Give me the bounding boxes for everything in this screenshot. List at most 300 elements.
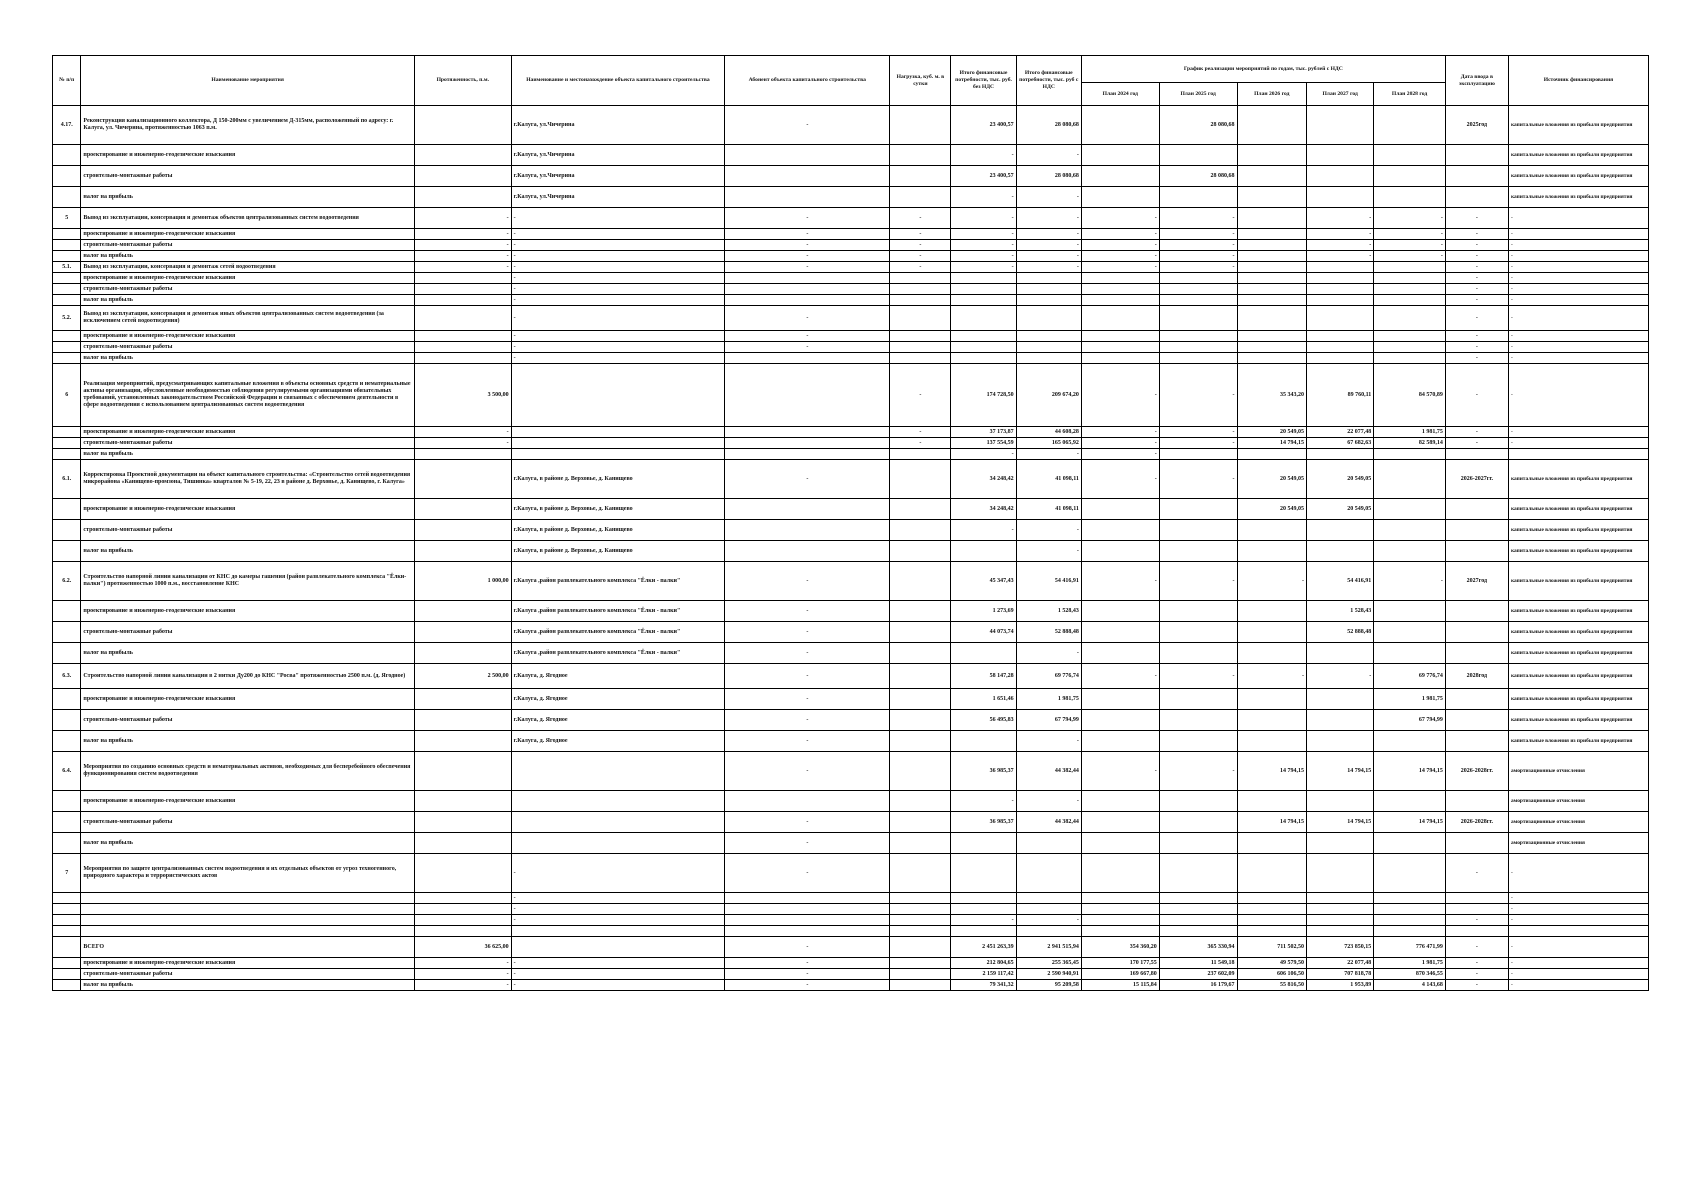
table-row	[53, 229, 1649, 240]
cell-plan-2028: 870 346,55	[1374, 969, 1446, 980]
cell-load	[890, 273, 951, 284]
cell-total-vat: 28 080,68	[1016, 166, 1081, 187]
header-source: Источник финансирования	[1508, 56, 1648, 106]
cell-volume: -	[725, 731, 890, 752]
cell-num	[53, 812, 81, 833]
header-schedule: График реализации мероприятий по годам, тыс. рублей с НДС	[1081, 56, 1445, 83]
cell-plan-2028: 84 570,89	[1374, 364, 1446, 427]
cell-total-no-vat: -	[951, 251, 1016, 262]
cell-plan-2026	[1237, 622, 1306, 643]
cell-plan-2028	[1374, 273, 1446, 284]
cell-plan-2026: 49 579,50	[1237, 958, 1306, 969]
cell-plan-2025: -	[1159, 364, 1237, 427]
cell-plan-2028: -	[1374, 240, 1446, 251]
cell-commission: -	[1445, 240, 1508, 251]
cell-volume: -	[725, 958, 890, 969]
cell-object	[511, 364, 725, 427]
cell-total-no-vat: 36 985,37	[951, 752, 1016, 791]
cell-num	[53, 893, 81, 904]
cell-plan-2026	[1237, 731, 1306, 752]
cell-object: г.Калуга ,район развлекательного комплекса "Ёлки - палки"	[511, 622, 725, 643]
cell-commission: 2028год	[1445, 664, 1508, 689]
cell-volume: -	[725, 812, 890, 833]
cell-plan-2025: -	[1159, 664, 1237, 689]
cell-length	[414, 731, 511, 752]
cell-total-no-vat: -	[951, 915, 1016, 926]
cell-length	[414, 926, 511, 937]
cell-name: Строительство напорной линии канализации от КНС до камеры гашения (район развлекательного комплекса "Ёлки-палки") протяженностью 1000 п.м., восстановление КНС	[81, 562, 415, 601]
cell-volume	[725, 364, 890, 427]
cell-plan-2025	[1159, 643, 1237, 664]
cell-total-vat: -	[1016, 520, 1081, 541]
cell-plan-2024	[1081, 791, 1159, 812]
cell-plan-2027: -	[1306, 251, 1373, 262]
cell-plan-2026	[1237, 284, 1306, 295]
table-row	[53, 752, 1649, 791]
cell-plan-2025	[1159, 284, 1237, 295]
cell-plan-2027: -	[1306, 229, 1373, 240]
cell-name: проектирование и инженерно-геодезические изыскания	[81, 427, 415, 438]
cell-plan-2024: 354 360,20	[1081, 937, 1159, 958]
cell-source: капитальные вложения из прибыли предприятия	[1508, 541, 1648, 562]
cell-total-vat: 44 382,44	[1016, 812, 1081, 833]
cell-plan-2027: 14 794,15	[1306, 752, 1373, 791]
cell-plan-2028	[1374, 854, 1446, 893]
cell-commission: -	[1445, 229, 1508, 240]
cell-length: -	[414, 958, 511, 969]
cell-source: -	[1508, 427, 1648, 438]
cell-plan-2026: 35 343,20	[1237, 364, 1306, 427]
cell-commission: -	[1445, 273, 1508, 284]
cell-plan-2025: -	[1159, 427, 1237, 438]
cell-commission: 2027год	[1445, 562, 1508, 601]
cell-plan-2024: -	[1081, 562, 1159, 601]
cell-total-vat: -	[1016, 251, 1081, 262]
cell-plan-2024: -	[1081, 438, 1159, 449]
cell-length	[414, 791, 511, 812]
cell-name: строительно-монтажные работы	[81, 812, 415, 833]
cell-commission: -	[1445, 331, 1508, 342]
cell-load	[890, 643, 951, 664]
cell-plan-2026	[1237, 601, 1306, 622]
cell-total-no-vat: 2 451 263,39	[951, 937, 1016, 958]
cell-length	[414, 622, 511, 643]
cell-source: капитальные вложения из прибыли предприятия	[1508, 622, 1648, 643]
cell-length	[414, 460, 511, 499]
table-row	[53, 980, 1649, 991]
cell-plan-2028	[1374, 262, 1446, 273]
table-row	[53, 106, 1649, 145]
cell-volume	[725, 353, 890, 364]
cell-length	[414, 541, 511, 562]
cell-num	[53, 427, 81, 438]
cell-name	[81, 893, 415, 904]
cell-source: капитальные вложения из прибыли предприятия	[1508, 460, 1648, 499]
cell-plan-2025	[1159, 499, 1237, 520]
cell-plan-2027	[1306, 833, 1373, 854]
cell-object	[511, 438, 725, 449]
cell-num	[53, 791, 81, 812]
cell-total-vat	[1016, 284, 1081, 295]
cell-num: 6.3.	[53, 664, 81, 689]
cell-length	[414, 601, 511, 622]
cell-commission	[1445, 499, 1508, 520]
cell-num	[53, 915, 81, 926]
cell-plan-2026	[1237, 926, 1306, 937]
cell-total-vat: -	[1016, 229, 1081, 240]
cell-plan-2024	[1081, 520, 1159, 541]
cell-length	[414, 166, 511, 187]
cell-total-vat: 44 382,44	[1016, 752, 1081, 791]
cell-load: -	[890, 229, 951, 240]
table-row	[53, 601, 1649, 622]
cell-num	[53, 541, 81, 562]
header-plan-2024: План 2024 год	[1081, 83, 1159, 106]
cell-plan-2026	[1237, 251, 1306, 262]
cell-plan-2028	[1374, 833, 1446, 854]
cell-total-vat: 1 528,43	[1016, 601, 1081, 622]
cell-name: проектирование и инженерно-геодезические изыскания	[81, 331, 415, 342]
table-body	[53, 106, 1649, 991]
cell-total-vat	[1016, 273, 1081, 284]
cell-plan-2024: 15 115,84	[1081, 980, 1159, 991]
cell-total-vat: 209 674,20	[1016, 364, 1081, 427]
cell-volume: -	[725, 643, 890, 664]
cell-volume	[725, 187, 890, 208]
cell-load: -	[890, 262, 951, 273]
cell-plan-2028	[1374, 541, 1446, 562]
cell-plan-2024: -	[1081, 240, 1159, 251]
cell-num	[53, 331, 81, 342]
cell-source: капитальные вложения из прибыли предприятия	[1508, 145, 1648, 166]
cell-name: проектирование и инженерно-геодезические изыскания	[81, 273, 415, 284]
cell-source: капитальные вложения из прибыли предприятия	[1508, 562, 1648, 601]
cell-total-no-vat: 34 248,42	[951, 460, 1016, 499]
cell-total-no-vat: 44 073,74	[951, 622, 1016, 643]
table-row	[53, 915, 1649, 926]
cell-object: г.Калуга, ул.Чичерина	[511, 187, 725, 208]
cell-commission: 2026-2028гг.	[1445, 812, 1508, 833]
cell-plan-2026	[1237, 710, 1306, 731]
cell-plan-2026	[1237, 166, 1306, 187]
cell-plan-2025	[1159, 449, 1237, 460]
cell-source: -	[1508, 306, 1648, 331]
cell-plan-2028	[1374, 904, 1446, 915]
cell-length: 3 500,00	[414, 364, 511, 427]
cell-length	[414, 284, 511, 295]
table-row	[53, 958, 1649, 969]
cell-plan-2025	[1159, 273, 1237, 284]
cell-load	[890, 980, 951, 991]
cell-volume	[725, 449, 890, 460]
header-plan-2028: План 2028 год	[1374, 83, 1446, 106]
cell-load	[890, 937, 951, 958]
cell-plan-2024	[1081, 166, 1159, 187]
cell-commission	[1445, 145, 1508, 166]
cell-name	[81, 926, 415, 937]
cell-plan-2027	[1306, 273, 1373, 284]
cell-object: г.Калуга, ул.Чичерина	[511, 166, 725, 187]
cell-plan-2027: 20 549,05	[1306, 499, 1373, 520]
cell-plan-2026	[1237, 240, 1306, 251]
cell-load	[890, 460, 951, 499]
cell-volume: -	[725, 208, 890, 229]
cell-volume: -	[725, 854, 890, 893]
cell-num	[53, 187, 81, 208]
cell-name: строительно-монтажные работы	[81, 284, 415, 295]
cell-commission	[1445, 166, 1508, 187]
cell-plan-2025	[1159, 731, 1237, 752]
cell-commission: -	[1445, 958, 1508, 969]
cell-plan-2025	[1159, 791, 1237, 812]
cell-volume: -	[725, 262, 890, 273]
cell-plan-2026	[1237, 854, 1306, 893]
cell-num: 7	[53, 854, 81, 893]
cell-total-vat: -	[1016, 643, 1081, 664]
cell-load	[890, 893, 951, 904]
cell-plan-2024: -	[1081, 262, 1159, 273]
header-plan-2027: План 2027 год	[1306, 83, 1373, 106]
cell-source: капитальные вложения из прибыли предприятия	[1508, 664, 1648, 689]
cell-name: налог на прибыль	[81, 251, 415, 262]
cell-name: Вывод из эксплуатации, консервация и демонтаж объектов централизованных систем водоотведения	[81, 208, 415, 229]
cell-total-vat	[1016, 331, 1081, 342]
cell-commission: -	[1445, 969, 1508, 980]
cell-plan-2025	[1159, 915, 1237, 926]
cell-load	[890, 812, 951, 833]
cell-commission: -	[1445, 295, 1508, 306]
cell-source: -	[1508, 295, 1648, 306]
cell-plan-2028: 82 589,14	[1374, 438, 1446, 449]
cell-length: -	[414, 262, 511, 273]
cell-source: -	[1508, 208, 1648, 229]
cell-source: -	[1508, 893, 1648, 904]
cell-total-no-vat	[951, 926, 1016, 937]
cell-plan-2024	[1081, 601, 1159, 622]
cell-source: -	[1508, 240, 1648, 251]
cell-plan-2028	[1374, 791, 1446, 812]
cell-plan-2027: 707 818,78	[1306, 969, 1373, 980]
cell-name: строительно-монтажные работы	[81, 240, 415, 251]
cell-name: строительно-монтажные работы	[81, 166, 415, 187]
cell-plan-2028: 776 471,99	[1374, 937, 1446, 958]
cell-name: налог на прибыль	[81, 449, 415, 460]
cell-name: ВСЕГО	[81, 937, 415, 958]
cell-plan-2025	[1159, 541, 1237, 562]
cell-num	[53, 251, 81, 262]
cell-commission: -	[1445, 306, 1508, 331]
cell-load	[890, 284, 951, 295]
cell-plan-2027: 22 077,48	[1306, 427, 1373, 438]
cell-total-no-vat: 56 495,83	[951, 710, 1016, 731]
cell-total-vat: 67 794,99	[1016, 710, 1081, 731]
cell-plan-2027: 22 077,48	[1306, 958, 1373, 969]
cell-commission: -	[1445, 980, 1508, 991]
cell-plan-2026	[1237, 520, 1306, 541]
table-row	[53, 664, 1649, 689]
cell-plan-2028	[1374, 187, 1446, 208]
cell-plan-2028	[1374, 106, 1446, 145]
cell-plan-2027	[1306, 262, 1373, 273]
cell-plan-2027	[1306, 145, 1373, 166]
cell-plan-2027: 1 953,89	[1306, 980, 1373, 991]
cell-total-vat: 255 365,45	[1016, 958, 1081, 969]
cell-total-no-vat: -	[951, 145, 1016, 166]
cell-name: проектирование и инженерно-геодезические изыскания	[81, 145, 415, 166]
cell-plan-2024	[1081, 342, 1159, 353]
cell-length: -	[414, 229, 511, 240]
cell-object: -	[511, 904, 725, 915]
cell-source: амортизационные отчисления	[1508, 752, 1648, 791]
cell-plan-2024	[1081, 643, 1159, 664]
cell-plan-2027: 89 760,11	[1306, 364, 1373, 427]
cell-plan-2027	[1306, 854, 1373, 893]
cell-total-no-vat: 2 159 117,42	[951, 969, 1016, 980]
cell-num	[53, 353, 81, 364]
table-row	[53, 854, 1649, 893]
table-row	[53, 331, 1649, 342]
cell-volume	[725, 427, 890, 438]
cell-load	[890, 342, 951, 353]
table-row	[53, 893, 1649, 904]
cell-plan-2024	[1081, 306, 1159, 331]
table-row	[53, 562, 1649, 601]
cell-plan-2025	[1159, 904, 1237, 915]
cell-object: -	[511, 208, 725, 229]
cell-plan-2028	[1374, 331, 1446, 342]
cell-load	[890, 926, 951, 937]
cell-num	[53, 284, 81, 295]
cell-total-no-vat: 36 985,37	[951, 812, 1016, 833]
cell-total-vat: 52 888,48	[1016, 622, 1081, 643]
cell-object	[511, 449, 725, 460]
cell-num: 6.1.	[53, 460, 81, 499]
cell-name: проектирование и инженерно-геодезические изыскания	[81, 689, 415, 710]
cell-plan-2026	[1237, 643, 1306, 664]
cell-plan-2027	[1306, 449, 1373, 460]
cell-commission	[1445, 791, 1508, 812]
cell-source: -	[1508, 904, 1648, 915]
table-row	[53, 427, 1649, 438]
cell-name: налог на прибыль	[81, 980, 415, 991]
cell-commission	[1445, 833, 1508, 854]
cell-total-vat: -	[1016, 262, 1081, 273]
cell-total-no-vat	[951, 541, 1016, 562]
cell-plan-2026	[1237, 331, 1306, 342]
cell-plan-2026: 20 549,05	[1237, 460, 1306, 499]
cell-total-vat: 165 065,92	[1016, 438, 1081, 449]
cell-commission	[1445, 731, 1508, 752]
cell-plan-2025	[1159, 622, 1237, 643]
cell-plan-2028: -	[1374, 208, 1446, 229]
cell-load	[890, 106, 951, 145]
cell-plan-2024	[1081, 284, 1159, 295]
cell-plan-2028	[1374, 893, 1446, 904]
cell-load: -	[890, 364, 951, 427]
cell-volume: -	[725, 331, 890, 342]
cell-total-vat	[1016, 854, 1081, 893]
cell-total-vat	[1016, 904, 1081, 915]
cell-name: строительно-монтажные работы	[81, 520, 415, 541]
cell-commission	[1445, 187, 1508, 208]
cell-source: капитальные вложения из прибыли предприятия	[1508, 520, 1648, 541]
cell-load	[890, 958, 951, 969]
cell-total-no-vat	[951, 342, 1016, 353]
cell-plan-2025: 28 080,68	[1159, 166, 1237, 187]
cell-load	[890, 449, 951, 460]
table-row	[53, 208, 1649, 229]
table-row	[53, 643, 1649, 664]
cell-total-no-vat	[951, 904, 1016, 915]
cell-object: г.Калуга, ул.Чичерина	[511, 106, 725, 145]
cell-num	[53, 229, 81, 240]
cell-load	[890, 601, 951, 622]
cell-load	[890, 331, 951, 342]
cell-plan-2026	[1237, 689, 1306, 710]
cell-plan-2027: -	[1306, 208, 1373, 229]
cell-name: налог на прибыль	[81, 541, 415, 562]
cell-total-no-vat: 212 804,65	[951, 958, 1016, 969]
cell-object: г.Калуга ,район развлекательного комплекса "Ёлки - палки"	[511, 601, 725, 622]
table-row	[53, 364, 1649, 427]
cell-total-no-vat: 34 248,42	[951, 499, 1016, 520]
cell-total-vat	[1016, 295, 1081, 306]
cell-total-no-vat	[951, 295, 1016, 306]
cell-total-vat: 1 981,75	[1016, 689, 1081, 710]
cell-source: -	[1508, 342, 1648, 353]
cell-source: капитальные вложения из прибыли предприятия	[1508, 689, 1648, 710]
cell-commission: 2026-2027гг.	[1445, 460, 1508, 499]
cell-plan-2025: 11 549,18	[1159, 958, 1237, 969]
cell-volume: -	[725, 229, 890, 240]
cell-plan-2026	[1237, 106, 1306, 145]
cell-volume: -	[725, 937, 890, 958]
cell-volume: -	[725, 460, 890, 499]
table-row	[53, 145, 1649, 166]
cell-total-no-vat	[951, 643, 1016, 664]
cell-total-vat	[1016, 342, 1081, 353]
cell-name: Вывод из эксплуатации, консервация и демонтаж сетей водоотведения	[81, 262, 415, 273]
table-row	[53, 187, 1649, 208]
cell-num	[53, 499, 81, 520]
cell-load	[890, 833, 951, 854]
cell-object: г.Калуга, д. Ягодное	[511, 689, 725, 710]
cell-plan-2027: 67 682,63	[1306, 438, 1373, 449]
cell-load: -	[890, 438, 951, 449]
header-length: Протяженность, п.м.	[414, 56, 511, 106]
cell-source: капитальные вложения из прибыли предприятия	[1508, 187, 1648, 208]
cell-object: -	[511, 262, 725, 273]
table-row	[53, 541, 1649, 562]
cell-length	[414, 812, 511, 833]
cell-num	[53, 937, 81, 958]
cell-load	[890, 622, 951, 643]
cell-plan-2028	[1374, 449, 1446, 460]
cell-object: -	[511, 306, 725, 331]
cell-total-no-vat: -	[951, 791, 1016, 812]
table-row	[53, 499, 1649, 520]
cell-total-vat: -	[1016, 541, 1081, 562]
cell-length: -	[414, 251, 511, 262]
cell-plan-2026: 711 502,50	[1237, 937, 1306, 958]
cell-num	[53, 438, 81, 449]
cell-plan-2025: 237 602,09	[1159, 969, 1237, 980]
cell-plan-2025: -	[1159, 438, 1237, 449]
cell-name: проектирование и инженерно-геодезические изыскания	[81, 229, 415, 240]
cell-source: -	[1508, 273, 1648, 284]
cell-length	[414, 893, 511, 904]
cell-load	[890, 710, 951, 731]
